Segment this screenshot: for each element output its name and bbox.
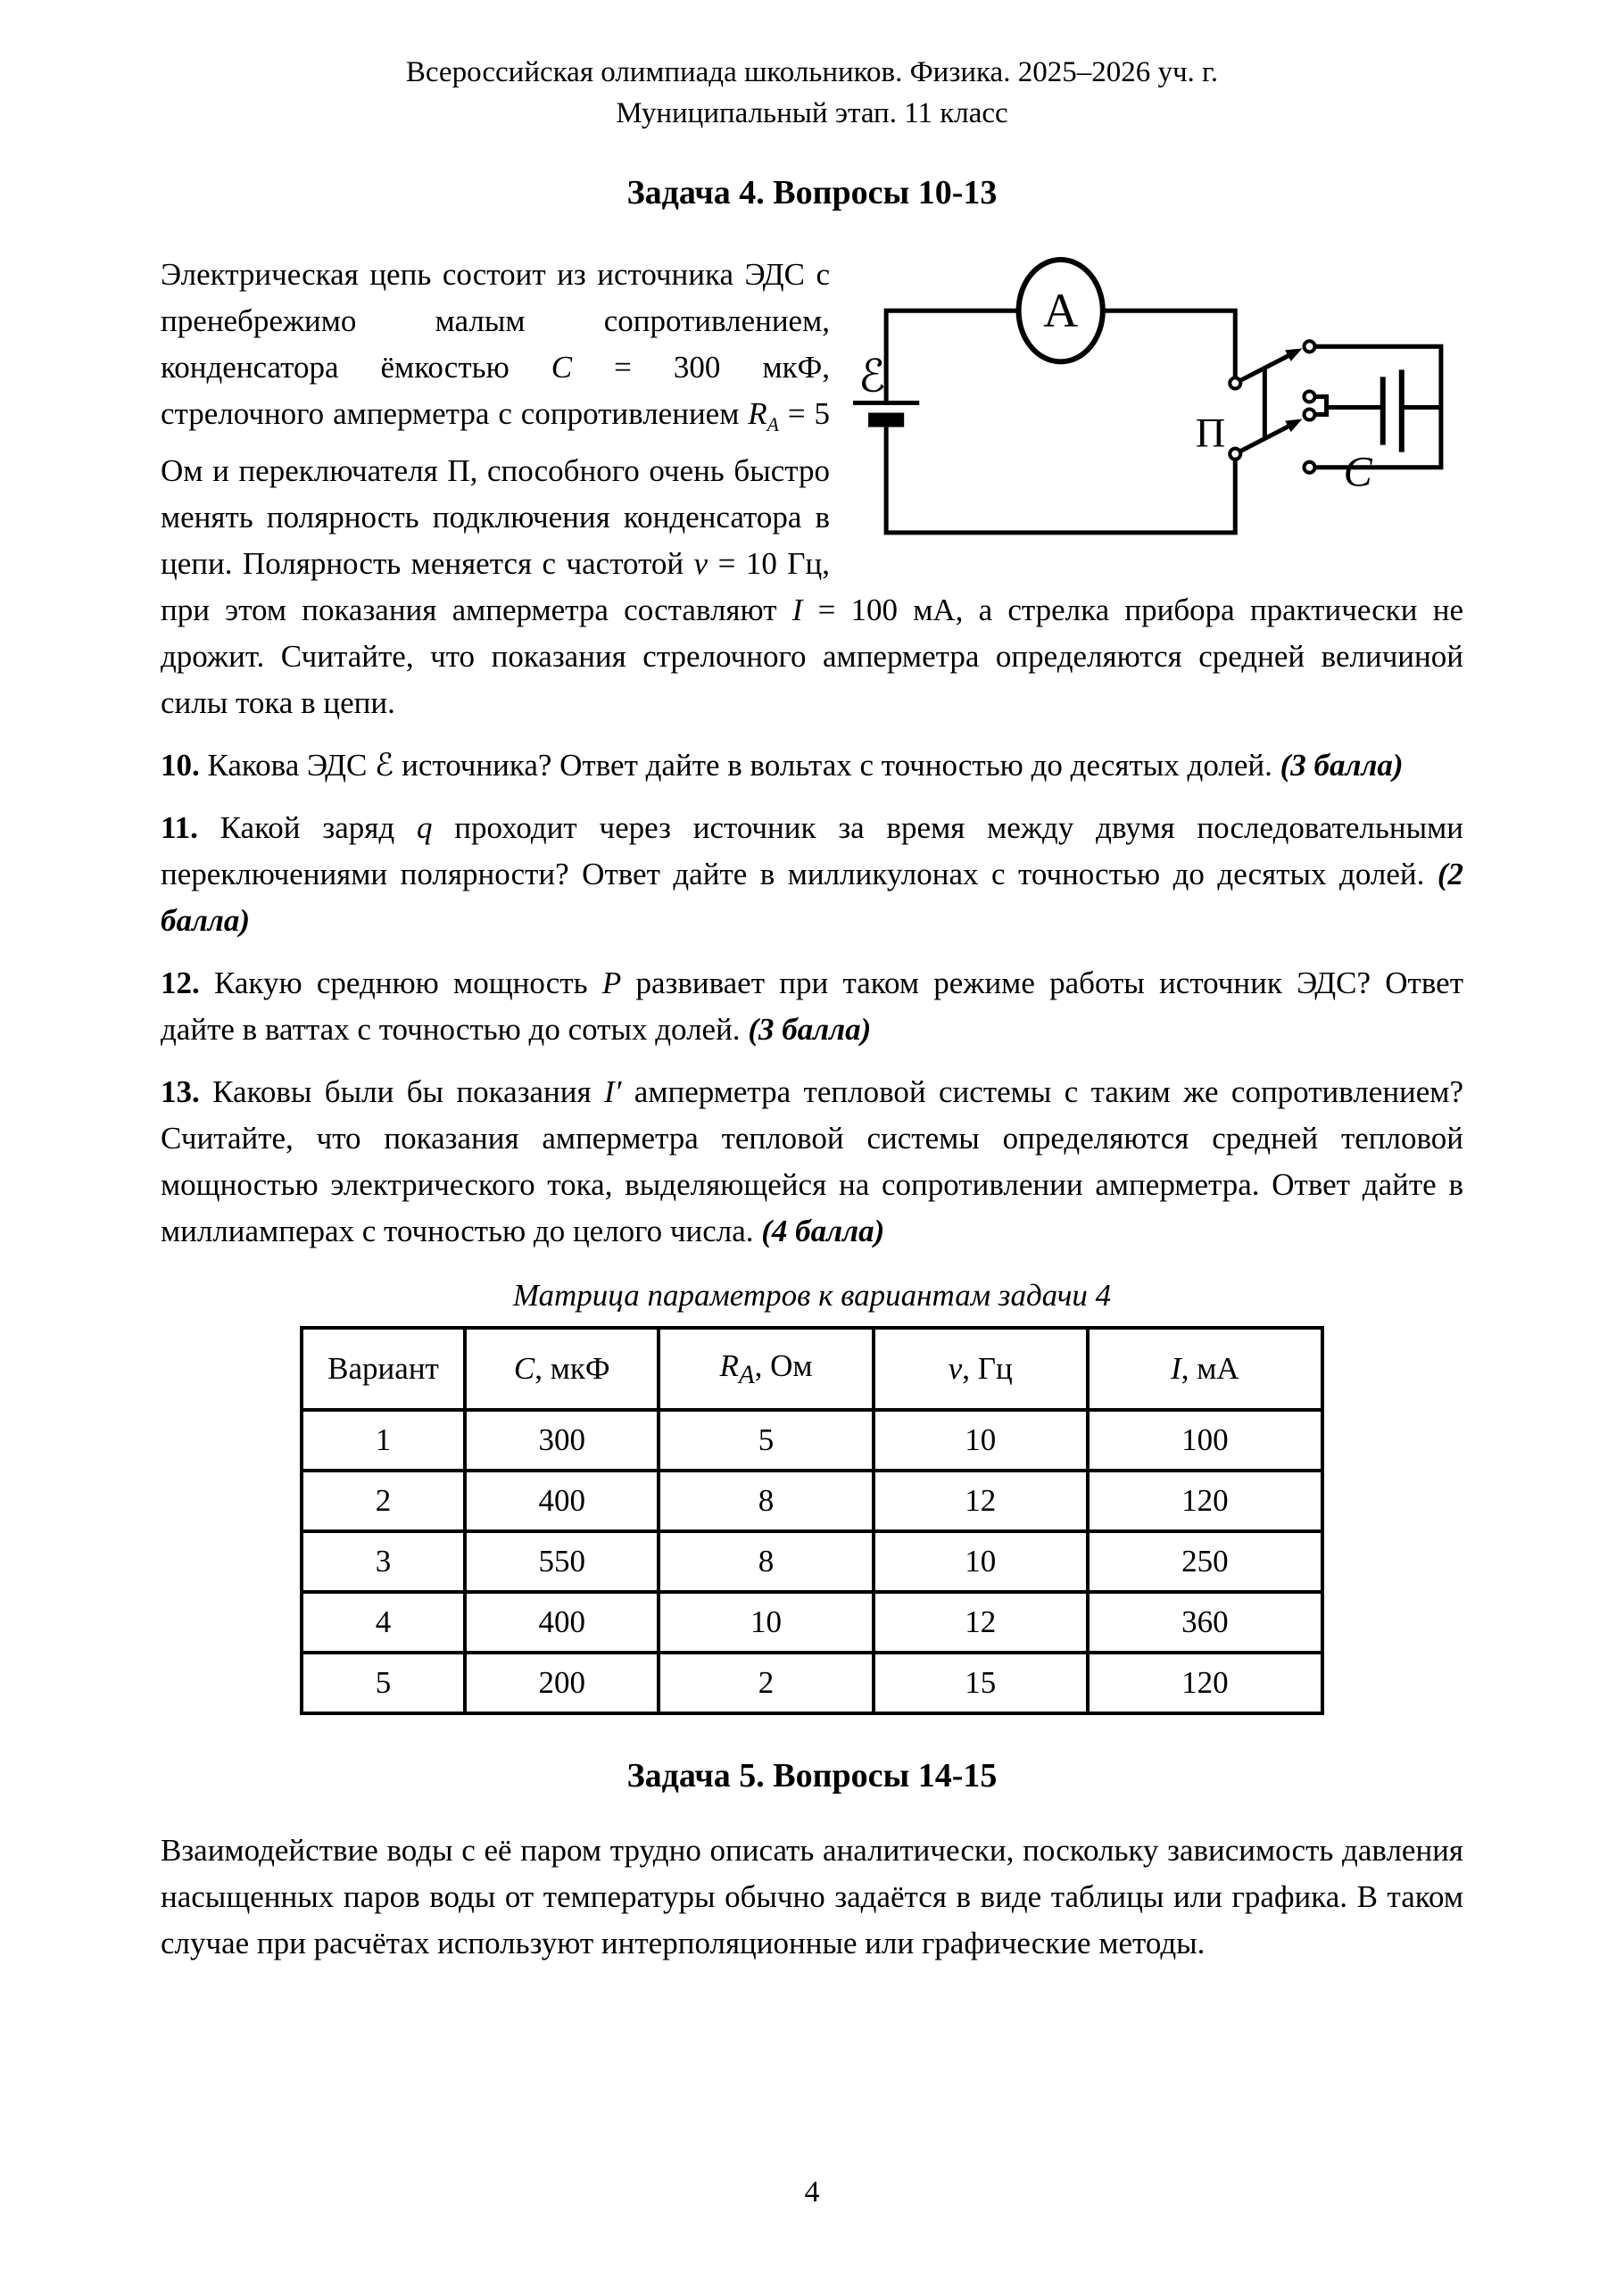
text-segment: Каковы были бы показания	[199, 1074, 605, 1109]
table-row	[302, 1471, 1322, 1531]
switch-arrow-lower	[1285, 419, 1302, 433]
math-var-current: I	[791, 593, 803, 627]
text-segment: = 100 мА, а стрелка прибора практически не дрожит. Считайте, что показания стрелочного амперметра определяются средней величиной силы тока в цепи.	[161, 593, 1463, 720]
wire-left-top	[886, 311, 1018, 402]
table-cell: 550	[465, 1531, 659, 1592]
table-row	[302, 1531, 1322, 1592]
task5-intro-paragraph: Взаимодействие воды с её паром трудно описать аналитически, поскольку зависимость давления насыщенных паров воды от температуры обычно задаётся в виде таблицы или графика. В таком случае при расчётах используют интерполяционные или графические методы.	[161, 1833, 1463, 1960]
switch-label: П	[1195, 410, 1226, 456]
question-number: 10.	[161, 748, 200, 783]
text-segment: источника? Ответ дайте в вольтах с точностью до десятых долей.	[394, 748, 1280, 783]
emf-label: ℰ	[858, 351, 886, 402]
points-badge: (4 балла)	[761, 1214, 885, 1248]
math-var-frequency: ν	[693, 546, 708, 581]
battery-short-plate	[868, 413, 904, 427]
switch-arm-lower	[1235, 427, 1288, 454]
table-cell: 8	[659, 1531, 873, 1592]
question-number: 13.	[161, 1074, 200, 1109]
question-13	[161, 1069, 1463, 1255]
header-line-1: Всероссийская олимпиада школьников. Физика. 2025–2026 уч. г.	[405, 56, 1219, 88]
table-cell: 2	[659, 1653, 873, 1713]
contact-middle-upper	[1304, 391, 1314, 402]
text-segment: = 300 мкФ, стрелочного амперметра с сопротивлением	[161, 350, 830, 431]
math-var-resistance: $R_A$	[748, 396, 779, 435]
table-cell: 400	[465, 1592, 659, 1653]
text-segment: Какой заряд	[197, 810, 417, 845]
switch-arm-upper	[1235, 355, 1288, 383]
table-cell: 200	[465, 1653, 659, 1713]
math-var-emf: ℰ	[375, 748, 394, 783]
circuit-svg	[846, 255, 1463, 555]
table-cell: 1	[302, 1410, 465, 1471]
table-cell: 100	[1088, 1410, 1322, 1471]
text-segment: амперметра тепловой системы с таким же сопротивлением? Считайте, что показания амперметра тепловой системы определяются средней тепловой мощностью электрического тока, выделяющейся на сопротивлении амперметра. Ответ дайте в миллиамперах с точностью до целого числа.	[161, 1074, 1463, 1248]
points-badge: (3 балла)	[1280, 748, 1404, 783]
table-header-row	[302, 1328, 1322, 1410]
table-cell: 2	[302, 1471, 465, 1531]
wire-bottom	[886, 427, 1235, 533]
table-cell: 120	[1088, 1653, 1322, 1713]
table-cell: 5	[659, 1410, 873, 1471]
task5-title: Задача 5. Вопросы 14-15	[626, 1757, 998, 1795]
table-cell: 360	[1088, 1592, 1322, 1653]
column-header-capacitance: C, мкФ	[465, 1328, 659, 1410]
task4-title: Задача 4. Вопросы 10-13	[626, 174, 998, 211]
math-var-capacitance: C	[551, 350, 573, 385]
table-cell: 300	[465, 1410, 659, 1471]
points-badge: (2 балла)	[161, 857, 1463, 938]
table-cell: 120	[1088, 1471, 1322, 1531]
table-row	[302, 1410, 1322, 1471]
text-segment: Какова ЭДС	[199, 748, 376, 783]
contact-bracket	[1315, 396, 1327, 414]
question-number: 12.	[161, 966, 200, 1000]
contact-bottom	[1304, 462, 1314, 473]
text-segment: = 5 Ом и переключателя П, способного очень быстро менять полярность подключения конденсатора в цепи. Полярность меняется с частотой	[161, 396, 830, 581]
text-segment: Электрическая цепь состоит из источника ЭДС с пренебрежимо малым сопротивлением, конденсатора ёмкостью	[161, 257, 830, 385]
question-11	[161, 805, 1463, 944]
table-cell: 8	[659, 1471, 873, 1531]
capacitor-label: C	[1343, 448, 1372, 496]
math-var-charge: q	[416, 810, 433, 845]
text-segment: Какую среднюю мощность	[199, 966, 602, 1000]
table-row	[302, 1592, 1322, 1653]
column-header-frequency: ν, Гц	[874, 1328, 1088, 1410]
table-cell: 10	[659, 1592, 873, 1653]
table-caption: Матрица параметров к вариантам задачи 4	[512, 1278, 1112, 1313]
circuit-diagram	[846, 255, 1463, 566]
question-number: 11.	[161, 810, 198, 845]
text-segment: развивает при таком режиме работы источник ЭДС? Ответ дайте в ваттах с точностью до сотых долей.	[161, 966, 1463, 1047]
question-10	[161, 742, 1463, 789]
table-cell: 15	[874, 1653, 1088, 1713]
contact-middle-lower	[1304, 410, 1314, 420]
text-segment: проходит через источник за время между двумя последовательными переключениями полярности? Ответ дайте в милликулонах с точностью до десятых долей.	[161, 810, 1463, 891]
text-segment: = 10 Гц, при этом показания амперметра составляют	[161, 546, 830, 627]
table-cell: 4	[302, 1592, 465, 1653]
table-cell: 10	[874, 1410, 1088, 1471]
math-var-power: P	[601, 966, 622, 1000]
document-header	[161, 52, 1463, 134]
math-var-current-prime: I′	[604, 1074, 622, 1109]
table-cell: 12	[874, 1471, 1088, 1531]
table-row	[302, 1653, 1322, 1713]
table-cell: 12	[874, 1592, 1088, 1653]
switch-arrow-upper	[1285, 348, 1302, 361]
question-12	[161, 960, 1463, 1053]
task4-intro-block	[161, 252, 1463, 726]
header-line-2: Муниципальный этап. 11 класс	[616, 97, 1008, 129]
switch-pivot-upper	[1230, 377, 1240, 388]
table-cell: 10	[874, 1531, 1088, 1592]
column-header-variant: Вариант	[302, 1328, 465, 1410]
contact-top	[1304, 341, 1314, 352]
table-cell: 3	[302, 1531, 465, 1592]
switch-pivot-lower	[1230, 449, 1240, 460]
table-cell: 5	[302, 1653, 465, 1713]
page-number: 4	[804, 2176, 820, 2209]
wire-top-right	[1103, 311, 1235, 377]
points-badge: (3 балла)	[748, 1012, 872, 1047]
ammeter-label: А	[1043, 284, 1079, 338]
table-cell: 250	[1088, 1531, 1322, 1592]
column-header-resistance: $R_A$, Ом	[659, 1328, 873, 1410]
table-cell: 400	[465, 1471, 659, 1531]
parameters-table	[300, 1326, 1324, 1715]
column-header-current: I, мА	[1088, 1328, 1322, 1410]
